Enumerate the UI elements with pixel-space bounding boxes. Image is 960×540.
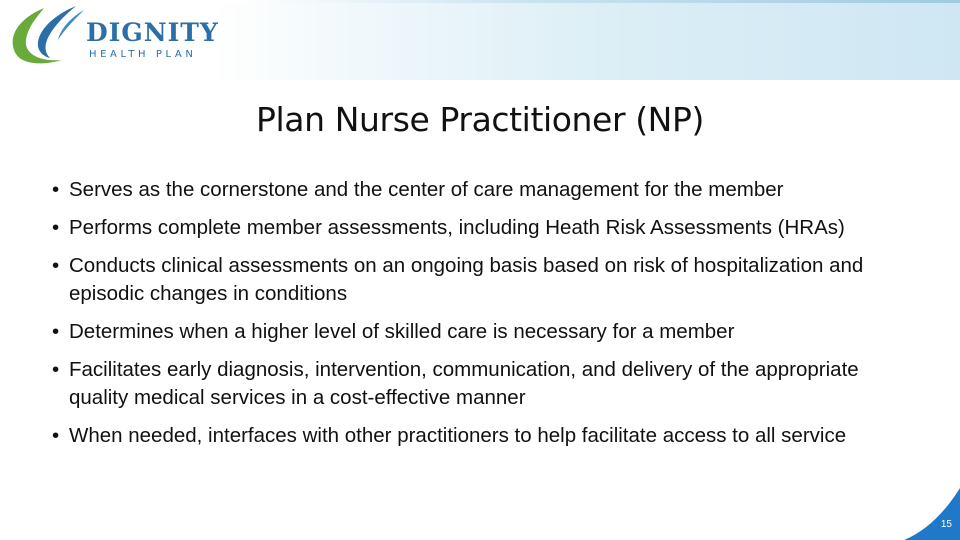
bullet-item — [52, 422, 912, 450]
bullet-icon: • — [52, 254, 60, 277]
bullet-icon: • — [52, 358, 60, 381]
logo-subtitle: HEALTH PLAN — [89, 49, 197, 60]
bullet-icon: • — [52, 424, 60, 447]
bullet-list — [52, 176, 912, 460]
bullet-text: Determines when a higher level of skilled care is necessary for a member — [69, 320, 735, 343]
bullet-icon: • — [52, 320, 60, 343]
bullet-text: When needed, interfaces with other practitioners to help facilitate access to all service — [69, 424, 847, 447]
bullet-text: Performs complete member assessments, including Heath Risk Assessments (HRAs) — [69, 216, 845, 239]
slide-title: Plan Nurse Practitioner (NP) — [256, 100, 704, 139]
bullet-text: Serves as the cornerstone and the center of care management for the member — [69, 178, 784, 201]
bullet-item — [52, 356, 912, 412]
bullet-item — [52, 318, 912, 346]
dignity-health-plan-logo — [4, 4, 234, 66]
bullet-text: Conducts clinical assessments on an ongoing basis based on risk of hospitalization and episodic changes in conditions — [69, 254, 864, 305]
header-top-line — [0, 0, 960, 3]
page-number: 15 — [940, 519, 952, 530]
logo-name: DIGNITY — [86, 18, 219, 47]
bullet-item — [52, 214, 912, 242]
page-number-badge-icon — [904, 488, 960, 540]
bullet-item — [52, 176, 912, 204]
bullet-icon: • — [52, 178, 60, 201]
bullet-text: Facilitates early diagnosis, intervention, communication, and delivery of the appropriate quality medical services in a cost-effective manner — [69, 358, 859, 409]
bullet-item — [52, 252, 912, 308]
bullet-icon: • — [52, 216, 60, 239]
logo-swoosh-icon — [4, 4, 92, 66]
